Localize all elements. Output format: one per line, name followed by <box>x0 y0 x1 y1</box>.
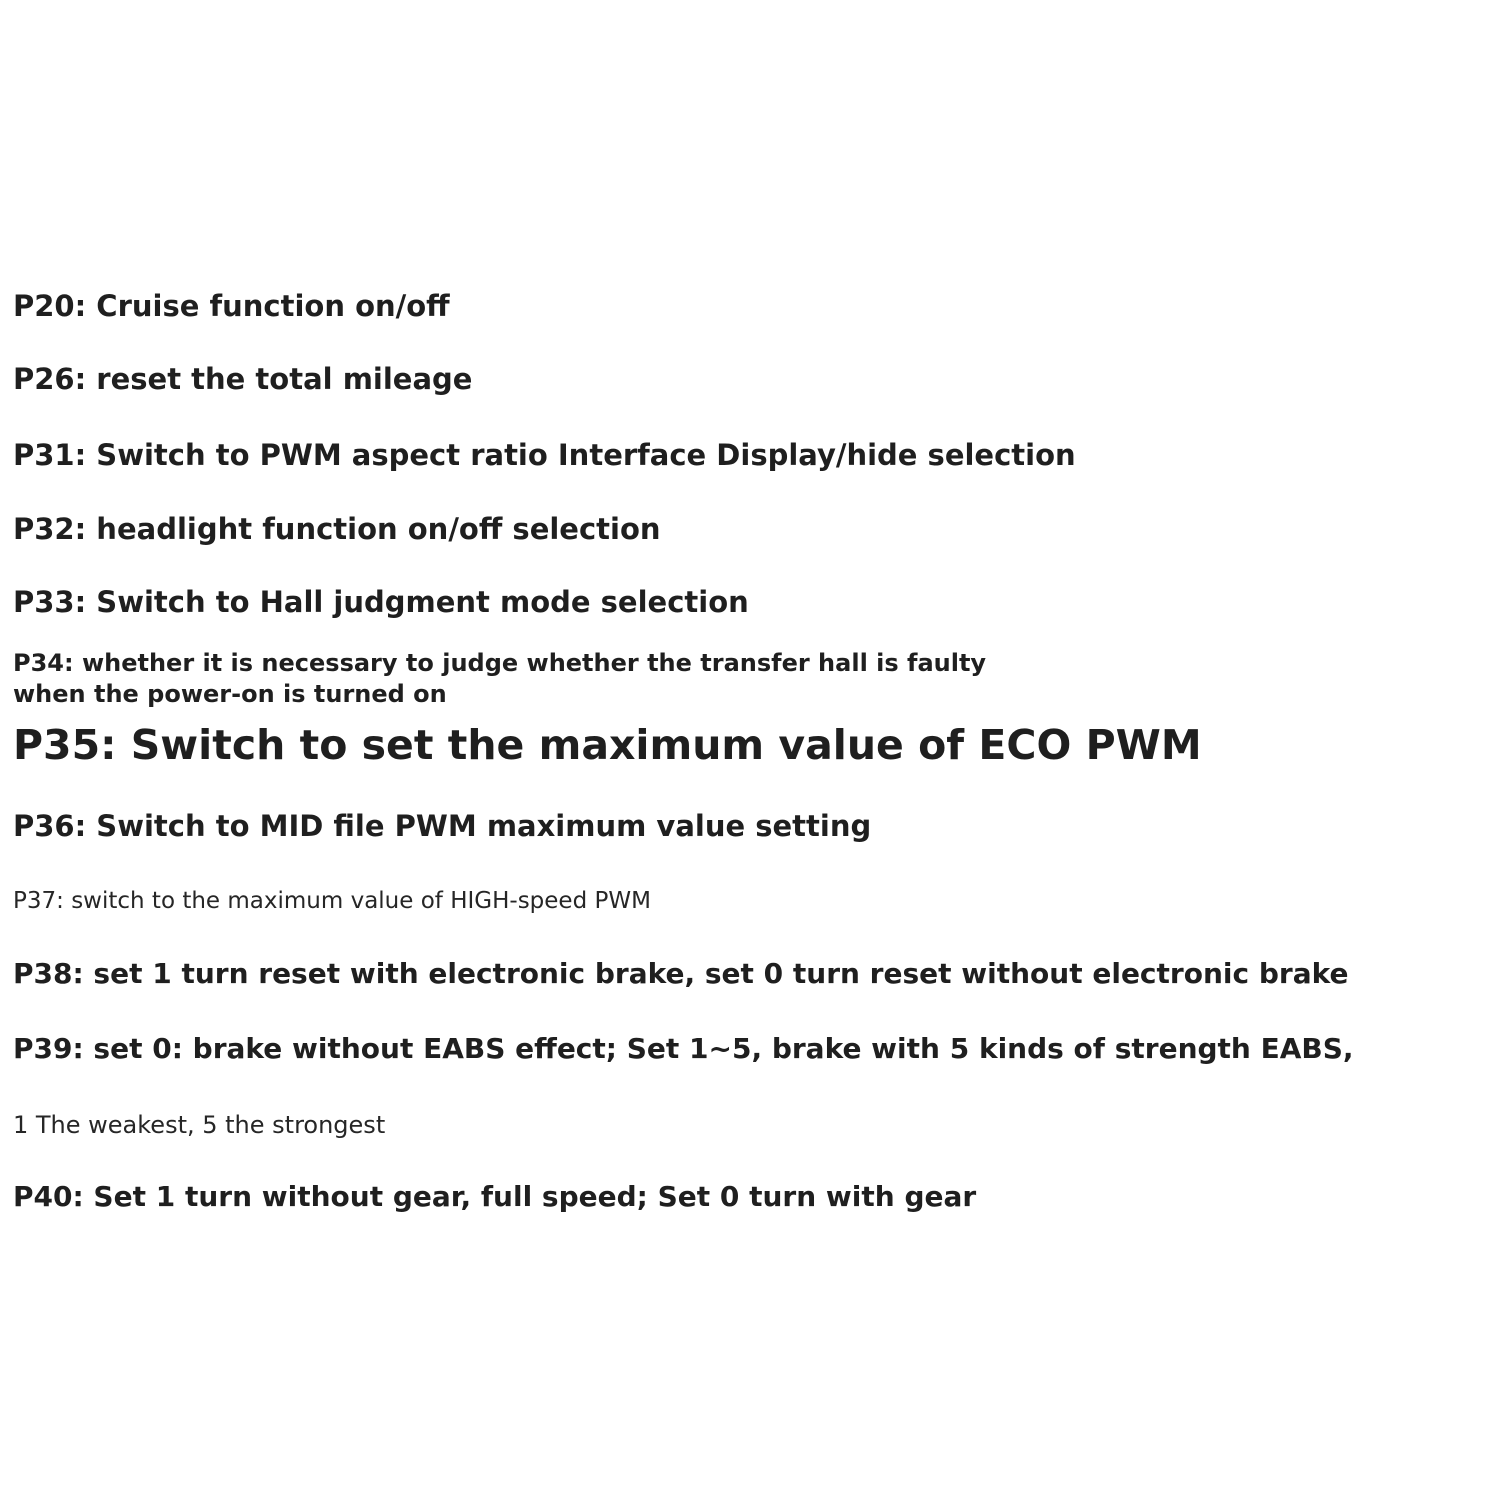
parameter-p34-line-2: when the power-on is turned on <box>13 680 447 708</box>
parameter-p34-line-1: P34: whether it is necessary to judge whether the transfer hall is faulty <box>13 649 987 677</box>
parameter-p26-line: P26: reset the total mileage <box>13 362 473 396</box>
parameter-p32-line: P32: headlight function on/off selection <box>13 512 661 546</box>
parameter-p39-line: P39: set 0: brake without EABS effect; Set 1~5, brake with 5 kinds of strength EABS, <box>13 1032 1354 1065</box>
parameter-p31-line: P31: Switch to PWM aspect ratio Interface Display/hide selection <box>13 438 1076 472</box>
parameter-p20-line: P20: Cruise function on/off <box>13 289 450 323</box>
parameter-p37-line: P37: switch to the maximum value of HIGH-speed PWM <box>13 888 651 914</box>
parameter-p33-line: P33: Switch to Hall judgment mode selection <box>13 585 749 619</box>
parameter-p38-line: P38: set 1 turn reset with electronic brake, set 0 turn reset without electronic brake <box>13 957 1349 990</box>
parameter-p36-line: P36: Switch to MID file PWM maximum value setting <box>13 809 872 843</box>
parameter-p39-note-line: 1 The weakest, 5 the strongest <box>13 1111 386 1139</box>
parameter-p35-line: P35: Switch to set the maximum value of ECO PWM <box>13 721 1202 769</box>
parameter-p40-line: P40: Set 1 turn without gear, full speed; Set 0 turn with gear <box>13 1180 977 1213</box>
